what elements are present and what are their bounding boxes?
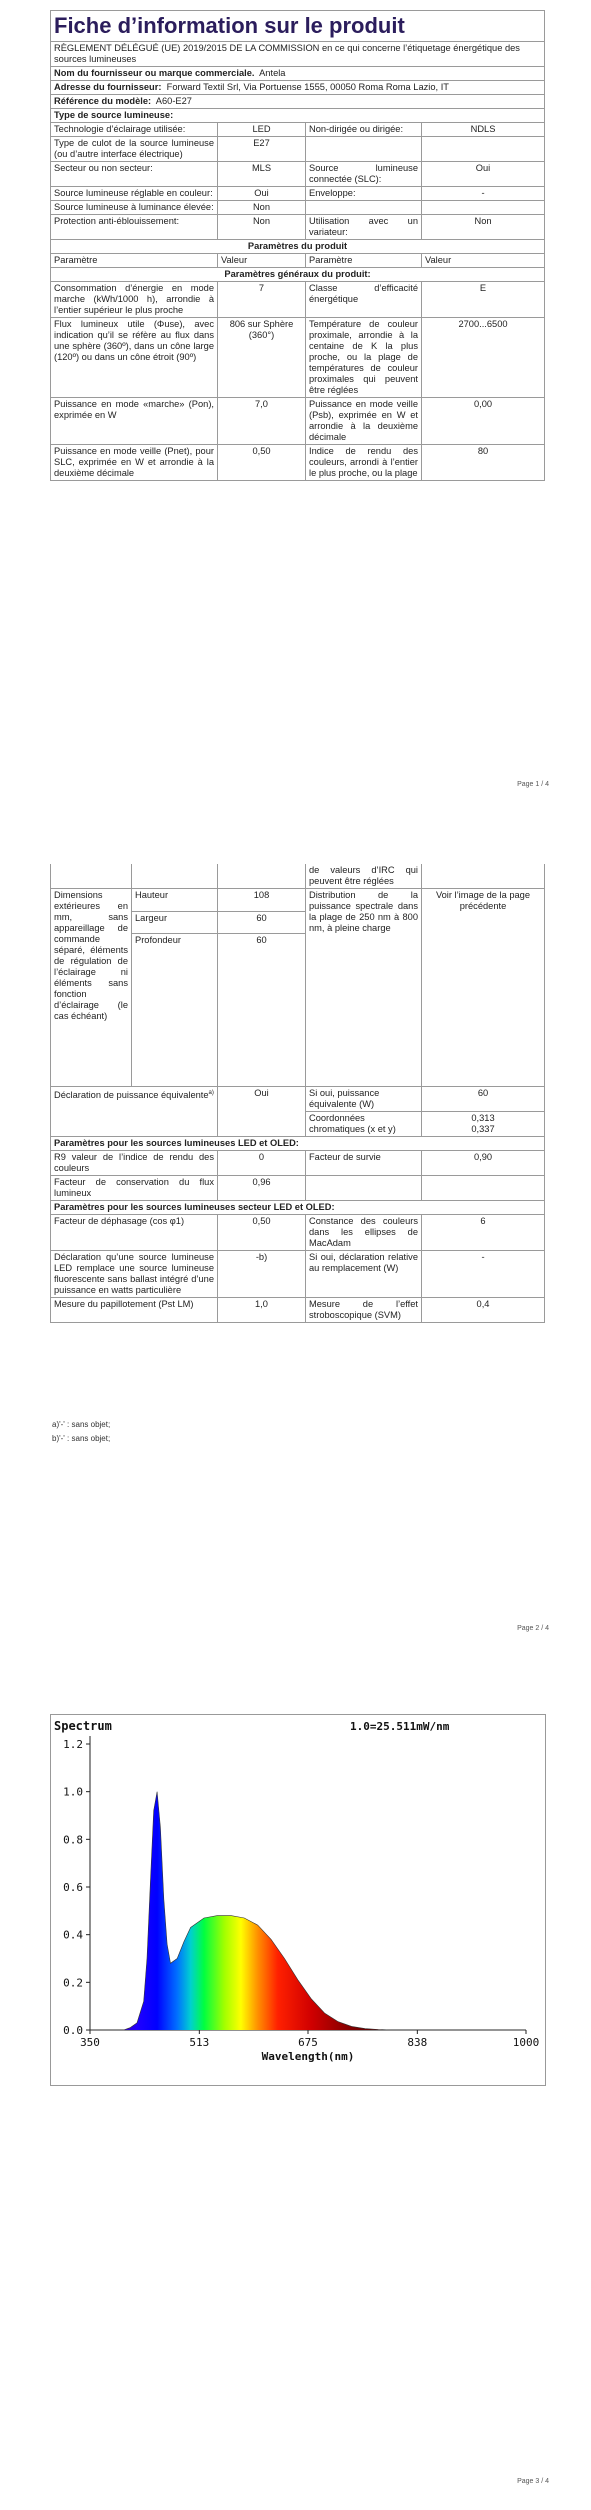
- mains-rows: [51, 1215, 545, 1323]
- cri-continued: de valeurs d’IRC qui peuvent être réglées: [306, 864, 422, 889]
- type-value-1: LED: [218, 123, 306, 137]
- general-row: [51, 398, 545, 445]
- page-1: [0, 0, 591, 800]
- page-number-3: Page 3 / 4: [517, 2478, 549, 2485]
- dimensions-label: Dimensions extérieures en mm, sans appareillage de commande séparé, éléments de régulation de l’éclairage ni éléments sans fonction d’éclairage (le cas échéant): [51, 889, 132, 1087]
- dim-value-width: 60: [218, 911, 306, 934]
- type-row: [51, 123, 545, 137]
- params-header: Paramètres du produit: [51, 240, 545, 254]
- model-row: [51, 95, 545, 109]
- y-tick-label: 0.6: [63, 1881, 83, 1894]
- type-param-1: Source lumineuse réglable en couleur:: [51, 187, 218, 201]
- mains-value-2: -: [422, 1251, 545, 1298]
- led-param-2: [306, 1176, 422, 1201]
- led-header: Paramètres pour les sources lumineuses LED et OLED:: [51, 1137, 545, 1151]
- dim-value-height: 108: [218, 889, 306, 912]
- regulation-text: RÈGLEMENT DÉLÉGUÉ (UE) 2019/2015 DE LA COMMISSION en ce qui concerne l’étiquetage énergétique des sources lumineuses: [51, 42, 545, 67]
- led-value-2: 0,90: [422, 1151, 545, 1176]
- chroma-values: [422, 1112, 545, 1137]
- col-header-value-1: Valeur: [218, 254, 306, 268]
- chroma-label: Coordonnées chromatiques (x et y): [306, 1112, 422, 1137]
- general-row: [51, 445, 545, 481]
- type-value-1: Oui: [218, 187, 306, 201]
- supplier-label: Nom du fournisseur ou marque commerciale.: [54, 68, 255, 78]
- general-param-2: Température de couleur proximale, arrondie à la centaine de K la plus proche, ou la plage de températures de couleur proximales qui peuvent être réglées: [306, 318, 422, 398]
- general-row: [51, 282, 545, 318]
- x-tick-label: 675: [298, 2036, 318, 2049]
- address-label: Adresse du fournisseur:: [54, 82, 162, 92]
- type-rows: [51, 123, 545, 240]
- general-value-2: E: [422, 282, 545, 318]
- type-value-2: -: [422, 187, 545, 201]
- spectrum-chart: [50, 1714, 546, 2086]
- general-param-2: Indice de rendu des couleurs, arrondi à l’entier le plus proche, ou la plage: [306, 445, 422, 481]
- chart-title: Spectrum: [54, 1719, 112, 1733]
- type-value-1: Non: [218, 201, 306, 215]
- dim-key-width: Largeur: [132, 911, 218, 934]
- x-tick-label: 350: [80, 2036, 100, 2049]
- general-param-1: Puissance en mode «marche» (Pon), exprimée en W: [51, 398, 218, 445]
- page-2: [0, 850, 591, 1650]
- type-value-1: MLS: [218, 162, 306, 187]
- type-row: [51, 187, 545, 201]
- address-value: Forward Textil Srl, Via Portuense 1555, 00050 Roma Roma Lazio, IT: [166, 82, 449, 92]
- equiv-power-value: 60: [422, 1087, 545, 1112]
- led-row: [51, 1176, 545, 1201]
- type-value-2: NDLS: [422, 123, 545, 137]
- footnote-a: a)'-' : sans objet;: [52, 1420, 111, 1429]
- general-param-2: Puissance en mode veille (Psb), exprimée en W et arrondie à la deuxième décimale: [306, 398, 422, 445]
- general-rows: [51, 282, 545, 481]
- type-param-2: Enveloppe:: [306, 187, 422, 201]
- equiv-label-text: Déclaration de puissance équivalente: [54, 1090, 209, 1101]
- type-value-2: [422, 137, 545, 162]
- type-param-2: Source lumineuse connectée (SLC):: [306, 162, 422, 187]
- equiv-note-ref: a): [208, 1090, 214, 1096]
- equiv-value: Oui: [218, 1087, 306, 1137]
- mains-value-2: 0,4: [422, 1298, 545, 1323]
- led-param-1: R9 valeur de l’indice de rendu des couleurs: [51, 1151, 218, 1176]
- col-header-param-2: Paramètre: [306, 254, 422, 268]
- mains-param-2: Si oui, déclaration relative au remplacement (W): [306, 1251, 422, 1298]
- type-param-1: Technologie d’éclairage utilisée:: [51, 123, 218, 137]
- spectral-value: Voir l’image de la page précédente: [422, 889, 545, 1087]
- col-header-value-2: Valeur: [422, 254, 545, 268]
- mains-value-2: 6: [422, 1215, 545, 1251]
- type-value-1: E27: [218, 137, 306, 162]
- type-param-1: Type de culot de la source lumineuse (ou d’autre interface électrique): [51, 137, 218, 162]
- type-param-1: Source lumineuse à luminance élevée:: [51, 201, 218, 215]
- general-header: Paramètres généraux du produit:: [51, 268, 545, 282]
- general-param-1: Puissance en mode veille (Pnet), pour SLC, exprimée en W et arrondie à la deuxième décimale: [51, 445, 218, 481]
- mains-value-1: 1,0: [218, 1298, 306, 1323]
- supplier-row: [51, 67, 545, 81]
- general-value-2: 80: [422, 445, 545, 481]
- y-tick-label: 1.2: [63, 1738, 83, 1751]
- col-header-param-1: Paramètre: [51, 254, 218, 268]
- dim-key-depth: Profondeur: [132, 934, 218, 1087]
- type-row: [51, 215, 545, 240]
- x-tick-label: 513: [189, 2036, 210, 2049]
- type-param-1: Protection anti-éblouissement:: [51, 215, 218, 240]
- general-value-1: 806 sur Sphère (360°): [218, 318, 306, 398]
- mains-row: [51, 1251, 545, 1298]
- model-label: Référence du modèle:: [54, 96, 152, 106]
- type-row: [51, 201, 545, 215]
- spectrum-chart-svg: [50, 1714, 546, 2086]
- mains-row: [51, 1215, 545, 1251]
- type-param-1: Secteur ou non secteur:: [51, 162, 218, 187]
- mains-param-1: Mesure du papillotement (Pst LM): [51, 1298, 218, 1323]
- mains-param-1: Déclaration qu’une source lumineuse LED remplace une source lumineuse fluorescente sans ballast intégré d’une puissance en watts particulière: [51, 1251, 218, 1298]
- general-value-1: 7: [218, 282, 306, 318]
- y-tick-label: 1.0: [63, 1785, 83, 1799]
- mains-row: [51, 1298, 545, 1323]
- document-title: Fiche d’information sur le produit: [51, 11, 545, 42]
- general-value-2: 2700...6500: [422, 318, 545, 398]
- led-value-1: 0: [218, 1151, 306, 1176]
- type-param-2: [306, 137, 422, 162]
- supplier-value: Antela: [259, 68, 286, 78]
- type-row: [51, 162, 545, 187]
- dim-value-depth: 60: [218, 934, 306, 1087]
- model-value: A60-E27: [155, 96, 192, 106]
- y-tick-label: 0.8: [63, 1833, 83, 1847]
- general-value-1: 7,0: [218, 398, 306, 445]
- product-info-table-continued: [50, 864, 545, 1323]
- general-param-2: Classe d’efficacité énergétique: [306, 282, 422, 318]
- y-tick-label: 0.0: [63, 2024, 83, 2037]
- product-info-table: [50, 10, 545, 481]
- type-row: [51, 137, 545, 162]
- chroma-x: 0,313: [471, 1113, 495, 1123]
- type-value-2: Oui: [422, 162, 545, 187]
- led-param-2: Facteur de survie: [306, 1151, 422, 1176]
- footnote-b: b)'-' : sans objet;: [52, 1434, 111, 1443]
- general-param-1: Flux lumineux utile (Φuse), avec indication qu’il se réfère au flux dans une sphère (360º), dans un cône large (120º) ou dans un cône étroit (90º): [51, 318, 218, 398]
- type-header: Type de source lumineuse:: [51, 109, 545, 123]
- mains-param-1: Facteur de déphasage (cos φ1): [51, 1215, 218, 1251]
- led-value-1: 0,96: [218, 1176, 306, 1201]
- dim-key-height: Hauteur: [132, 889, 218, 912]
- chart-annotation: 1.0=25.511mW/nm: [350, 1720, 450, 1733]
- led-row: [51, 1151, 545, 1176]
- mains-param-2: Constance des couleurs dans les ellipses de MacAdam: [306, 1215, 422, 1251]
- type-param-2: Non-dirigée ou dirigée:: [306, 123, 422, 137]
- mains-param-2: Mesure de l’effet stroboscopique (SVM): [306, 1298, 422, 1323]
- general-value-2: 0,00: [422, 398, 545, 445]
- page-number-1: Page 1 / 4: [517, 781, 549, 788]
- general-value-1: 0,50: [218, 445, 306, 481]
- type-value-1: Non: [218, 215, 306, 240]
- y-tick-label: 0.4: [63, 1928, 83, 1942]
- y-tick-label: 0.2: [63, 1976, 83, 1990]
- type-value-2: [422, 201, 545, 215]
- led-value-2: [422, 1176, 545, 1201]
- led-rows: [51, 1151, 545, 1201]
- address-row: [51, 81, 545, 95]
- general-param-1: Consommation d’énergie en mode marche (kWh/1000 h), arrondie à l’entier supérieur le plus proche: [51, 282, 218, 318]
- chroma-y: 0,337: [471, 1124, 495, 1134]
- mains-value-1: -b): [218, 1251, 306, 1298]
- x-axis-label: Wavelength(nm): [261, 2050, 355, 2063]
- type-param-2: Utilisation avec un variateur:: [306, 215, 422, 240]
- spectral-label: Distribution de la puissance spectrale dans la plage de 250 nm à 800 nm, à pleine charge: [306, 889, 422, 1087]
- type-param-2: [306, 201, 422, 215]
- equiv-label: [51, 1087, 218, 1137]
- mains-header: Paramètres pour les sources lumineuses secteur LED et OLED:: [51, 1201, 545, 1215]
- mains-value-1: 0,50: [218, 1215, 306, 1251]
- x-tick-label: 1000: [512, 2036, 540, 2049]
- footnotes: [52, 1418, 110, 1446]
- equiv-power-label: Si oui, puissance équivalente (W): [306, 1087, 422, 1112]
- general-row: [51, 318, 545, 398]
- led-param-1: Facteur de conservation du flux lumineux: [51, 1176, 218, 1201]
- type-value-2: Non: [422, 215, 545, 240]
- x-tick-label: 838: [407, 2036, 428, 2049]
- page-number-2: Page 2 / 4: [517, 1625, 549, 1632]
